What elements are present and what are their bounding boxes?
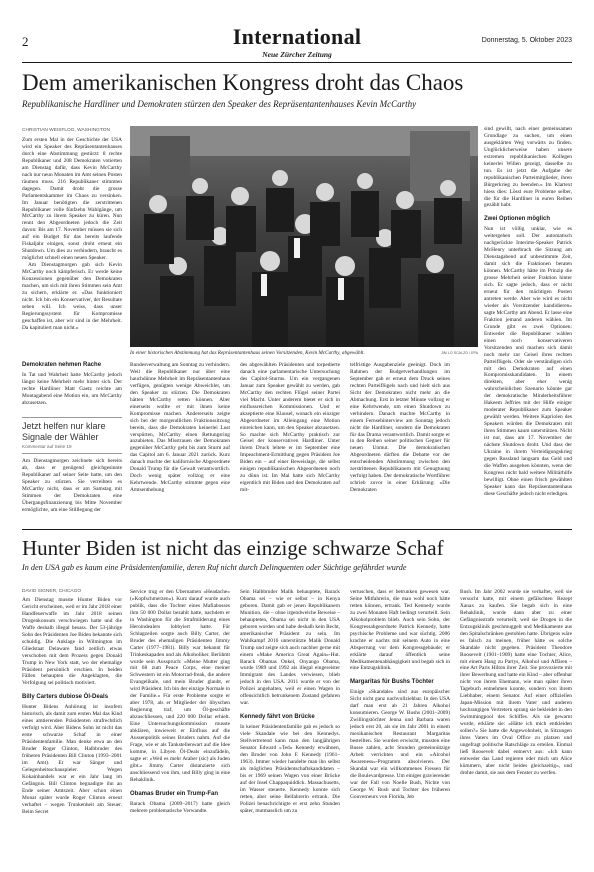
article1-col1 bbox=[22, 137, 122, 357]
article1-headline: Dem amerikanischen Kongress droht das Chaos bbox=[22, 70, 464, 95]
teaser-link: Kommentar auf Seite 19 bbox=[22, 444, 72, 449]
crowd-photo-image bbox=[130, 126, 478, 347]
article1-col2 bbox=[130, 362, 230, 524]
article1-photo-credit: JIM LO SCALZO / EPA bbox=[441, 351, 478, 355]
article1-para: Bundesverwaltung am Sonntag zu verhindern. Weil die Republikaner nur über eine hauchdünne Mehrheit im Repräsentantenhaus verfügen, genügten wenige Abweichler, um den Speaker zu stürzen. Die Demokraten hätten McCarthy retten können. Aber einerseits wollte er mit ihnen keine Kompromisse machen. Andererseits zeigte sich bei der morgendlichen Fraktionssitzung bereits, dass die Demokraten keinerlei Lust verspürten, McCarthy einen Rettungsring anzubieten. Das Misstrauen der Demokraten gegenüber McCarthy geht bis zum Sturm auf das Capitol am 6. Januar 2021 zurück. Kurz danach machte der kalifornische Abgeordnete Donald Trump für die Gewalt verantwortlich. Doch wenig später vollzog er eine Kehrtwende. McCarthy stimmte gegen eine Amtsenthebung bbox=[130, 362, 230, 494]
page-number: 2 bbox=[22, 34, 29, 49]
article1-para: Am Dienstagmorgen gab sich Kevin McCarthy noch kämpferisch. Er werde keine Konzessionen gegenüber den Demokraten machen, um sich mit ihren Stimmen sein Amt zu sichern, erklärte er. «Das funktioniert nicht. Ich bin ein Konservativer, der Resultate sehen will. Ich weiss, dass unser Regierungssystem für Kompromisse geschaffen ist, aber wir sind in der Mehrheit. Da kapituliert man nicht.» bbox=[22, 262, 122, 331]
teaser-title: Jetzt helfen nur klare Signale der Wähler bbox=[22, 421, 106, 442]
article2-subhead: Billy Carters dubiose Öl-Deals bbox=[22, 694, 109, 701]
article1-para: Am Dienstagmorgen zeichnete sich bereits ab, dass er genügend gleichgesinnte Republikaner auf seiner Seite hatte, um den Speaker zu stürzen. Sie verreihten es McCarthy nicht, dass er am Samstag mit Stimmen der Demokraten eine Übergangsfinanzierung bis Mitte November ermöglichte, um eine Stilllegung der bbox=[22, 458, 122, 513]
article2-col4 bbox=[350, 589, 450, 859]
article2-byline: DAVID SIGNER, CHICAGO bbox=[22, 589, 82, 594]
header-rule bbox=[22, 62, 572, 63]
article-divider bbox=[22, 529, 572, 530]
article1-col5 bbox=[484, 126, 572, 526]
article2-col2 bbox=[130, 589, 230, 859]
article1-para: telfristige Ausgabenziele geeinigt. Doch im Rahmen der Budgetverhandlungen im September gab er erneut dem Druck seines rechten Parteiflügels nach und hielt sich aus Sicht der Demokraten nicht mehr an die Abmachung. Erst in letzter Minute vollzog er eine Kehrtwende, um einen Shutdown zu verhindern. Danach machte McCarthy in einem Fernsehinterview am Sonntag jedoch nicht die Hardliner, sondern die Demokraten für das Drama verantwortlich. Damit sorgte er in den Reihen seiner politischen Gegner für neuen Unmut. Die demokratischen Abgeordneten dürften die Debatte vor der entscheidenden Abstimmung zwischen den zerstrittenen Republikanern mit Genugtuung verfolgt haben. Der demokratische Wortführer schrieb zuvor in einer Erklärung: «Die Demokraten bbox=[350, 362, 450, 494]
article2-col3 bbox=[240, 589, 340, 859]
article2-headline: Hunter Biden ist nicht das einzige schwarze Schaf bbox=[22, 536, 444, 560]
article1-col1-lower bbox=[22, 361, 122, 411]
issue-date: Donnerstag, 5. Oktober 2023 bbox=[481, 37, 572, 44]
article2-col1 bbox=[22, 597, 122, 859]
article1-para: In Tat und Wahrheit hatte McCarthy jedoch längst keine Mehrheit mehr hinter sich. Der rechte Hardliner Matt Gaetz reichte am Montagabend eine Motion ein, um McCarthy abzusetzen. bbox=[22, 372, 122, 406]
article2-subhead: Margaritas für Bushs Töchter bbox=[350, 679, 434, 686]
teaser-bottom-rule bbox=[22, 453, 122, 454]
teaser-top-rule bbox=[22, 417, 122, 418]
article2-para: In keiner Präsidentenfamilie gab es jedoch so viele Skandale wie bei den Kennedys. Stellvertretend kann man den langjährigen Senator Edward «Ted» Kennedy erwähnen, den Bruder von John F. Kennedy (1961–1963). Immer wieder handelte man ihn selbst als möglichen Präsidentschaftskandidaten – bis er 1969 seinen Wagen von einer Brücke auf der Insel Chappaquiddick. Massachusetts, im Wasser steuerte. Kennedy konnte sich retten, aber seine Beifahrerin ertrank. Die Polizei benachrichtigte er erst zehn Stunden später, mutmasslich um zu bbox=[240, 724, 340, 814]
article1-col4 bbox=[350, 362, 450, 524]
article1-byline: CHRISTIAN WEISFLOG, WASHINGTON bbox=[22, 128, 110, 133]
article1-para: Nun ist völlig unklar, wie es weitergehen soll. Der automatisch nachgerückte Interims-Speaker Patrick McHenry unterbrach die Sitzung am Dienstagabend auf unbestimmte Zeit, damit sich die Fraktionen beraten können. McCarthy hätte im Prinzip die grosse Mehrheit seiner Fraktion hinter sich. Er sagte jedoch, dass er nicht erneut für den mächtigen Posten antreten werde. Aber wie wird es nicht wieder als Vorsitzender kandidieren» sagte McCarthy am Abend. Er lasse eine Fraktion jemand anderen wählen. Im Grunde gibt es zwei Optionen: Entweder die Republikaner wählen einen noch konservativeren Vorsitzenden und machen sich damit noch mehr zur Geisel ihres rechten Parteiflügels. Oder sie verständigen sich mit den Demokraten auf einen Kompromisskandidaten. In einem direkten, aber eher wenig wahrscheinlichen Szenario könnte gar der demokratische Minderheitsführer Hakeem Jeffries mit der Hilfe einiger moderater Republikaner zum Speaker gewählt werden. Weitere Kapriolen des Speakers würden die Demokraten mit ihren Stimmen kaum unterstützen. Nicht ist nur, dass am 17. November der nächste Shutdown droht. Und dass der Ukraine in ihrem Verteidigungskrieg gegen Russland langsam das Geld und die Waffen ausgehen könnten, wenn der Kongress nicht bald weitere Militärhilfe bewilligt. Ohne einen frisch gewählten Speaker kann das Repräsentantenhaus diese Geschäfte jedoch nicht erledigen. bbox=[484, 226, 572, 497]
article2-subhead: Kennedy fährt von Brücke bbox=[240, 714, 315, 721]
article1-dek: Republikanische Hardliner und Demokraten stürzen den Speaker des Repräsentantenhauses Kevin McCarthy bbox=[22, 99, 417, 109]
article1-para: des abgewählten Präsidenten und torpedierte danach eine parlamentarische Untersuchung des Capitol-Sturms. Um ein vergangenen Januar zum Speaker gewählt zu werden, gab McCarthy den rechten Flügel seiner Partei viel Macht. Unter anderem bietet er sich in einflussreichen Kommissionen. Und er akzeptierte eine Klausel, wonach ein einziger Abgeordneter im Alleingang eine Motion einreichen kann, um den Speaker abzusetzen. So machte sich McCarthy praktisch zur Geisel der konservativen Hardliner. Unter ihrem Druck leitete er im September eine Impeachment-Ermittlung gegen Präsident Joe Biden ein – auf einer Beweislage, die selbst einigen republikanischen Abgeordneten noch zu dünn ist. Im Mai hatte sich McCarthy eigentlich mit Biden und den Demokraten auf mit- bbox=[240, 362, 340, 494]
article2-para: Bush. Im Jahr 2002 wurde sie verhaftet, weil sie versucht hatte, mit einem gefälschten Rezept Xanax zu kaufen. Sie begab sich in eine Rehaklinik, wurde dann aber zu einer Gefängnisstrafe verurteilt, weil sie Drogen in die Entzugsklinik geschmuggelt und Medikamente aus den Spitalschränken gestohlen hatte. Übrigens wäre es falsch zu meinen, früher hätte es solche Skandale nicht gegeben. Präsident Theodore Roosevelt (1901–1909) hatte eine Tochter, Alice, mit einem Hang zu Partys, Alkohol und Affären – eine Art Paris Hilton ihrer Zeit. Sie provozierte mit ihrer Bewerbung und hatte ein Kind – aber offenbar nicht von ihrem Ehemann, wie man später ihren Tagebuch entnehmen konnte, sondern von ihrem Liebhaber, einem Senator. Auf einer offiziellen Japan-Mission mit ihrem Vater und anderen hochrangigen Vertretern sprang sie bekleidet in den Swimmingpool des Schiffes. Als sie gewarnt wurde, erklärte sie: «Hätte ich mich entkleiden sollen?» Sie hatte die Angewohnheit, in Sitzungen ihres Vaters im Oval Office zu platzen und ungefragt politische Ratschläge zu erteilen. Einmal ließ Roosevelt dabei entnervt aus: «Ich kann entweder das Land regieren oder mich um Alice kümmern, aber nicht beides gleichzeitig», und drohte damit, sie aus dem Fenster zu werfen. bbox=[460, 589, 572, 776]
article2-para: Hunter Bidens Anhörung ist insofern historisch, als damit zum ersten Mal das Kind eines amtierenden Präsidenten strafrechtlich verfolgt wird. Aber Bidens Sohn ist nicht das erste schwarze Schaf in einer Präsidentenfamilie. Man denke etwa an den Bruder Roger Clinton, Halbbruder des früheren Präsidenten Bill Clinton (1993–2001 im Amt). Er war Sänger und Gelegenheitsschauspieler. Wegen Kokainhandels war er ein Jahr lang im Gefängnis. Bill Clinton begnadigte ihn an Ende seiner Amtszeit. Aber schon einen Monat später wurde Roger Clinton erneut verhaftet – wegen Trunkenheit am Steuer. Beim Secret bbox=[22, 704, 122, 815]
article1-para: sind gewillt, nach einer gemeinsamen Grundlage zu suchen, um einen ausgeklärten Weg vorwärts zu finden. Unglücklicherweise haben unsere extremen republikanischen Kollegen keinerlei Willen gezeigt, dasselbe zu tun. Es ist jetzt die Aufgabe der republikanischen Parteimitglieder, ihren Bürgerkrieg zu beenden.» Im Klartext hiess dies: Lösst eure Probleme selber, die für die Hardliner in euren Reihen gezählt habt. bbox=[484, 126, 572, 209]
article1-col3 bbox=[240, 362, 340, 524]
article1-para: Zum ersten Mal in der Geschichte der USA wird ein Speaker des Repräsentantenhauses durch eine Abstimmung gestürzt: 8 rechte Republikaner und 208 Demokraten votierten am Dienstag dafür, dass Kevin McCarthy nach nur neun Monaten im Amt seinen Posten räumen muss. 216 Republikaner stimmten dagegen. Damit droht die grosse Parlamentskammer im Chaos zu versinken. Im Januar benötigten die zerstrittenen Republikaner volle fünfzehn Wahlgänge, um McCarthy zu ihrem Speaker zu küren. Nun rennt den Abgeordneten jedoch die Zeit davon: Bis am 17. November müssen sie sich auf ein Budget für das bereits laufende Fiskaljahr einigen, sonst droht erneut ein Shutdown. Um dies zu verhindern, braucht es möglichst schnell einen neuen Speaker. bbox=[22, 137, 122, 262]
article1-photo-caption: In einer historischen Abstimmung hat das Repräsentantenhaus seinen Vorsitzenden, Kevin McCarthy, abgewählt. bbox=[130, 350, 365, 356]
article1-subhead: Demokraten nehmen Rache bbox=[22, 362, 102, 368]
article2-para: Am Dienstag musste Hunter Biden vor Gericht erscheinen, weil er im Jahr 2018 einer Handfeuerwaffe im Jahr 2018 seinen Drogenkonsum verschwiegen hatte und die Waffe deshalb illegal besass. Der 53-jährige Sohn des Präsidenten Joe Biden bekannte sich schuldig. Die Anklage in Wilmington im Gliedstaat Delaware fand zeitlich etwas verschoben mit dem Prozess gegen Donald Trump in New York statt, wo der ehemalige Präsident persönlich erschien. In beiden Fällen behaupten die Angeklagten, die Verfolgung sei politisch motiviert. bbox=[22, 597, 122, 687]
article1-photo bbox=[130, 126, 478, 347]
section-title: International bbox=[232, 24, 362, 49]
article2-para: Service trug er den Übernamen «Headache» («Kopfschmerzen»). Kurz darauf wurde auch publik, dass die Tochter eines Mafiabosses ihm 50 000 Dollar bezahlt hatte, nachdem er in Washington für die Strafmilderung eines Heroindealers lobbyiert hatte. Für Schlagzeilen sorgte auch Billy Carter, der Bruder des ehemaligen Präsidenten Jimmy Carter (1977–1981). Billy war bekannt für Trinkeskapaden und als Alkoholiker. Berühmt wurde sein Ausspruch: «Meine Mutter ging mit 68 zum Peace Corps, eine meiner Schwestern ist ein Motorrad-freak, die andere Evangelikale, und mein Bruder glaubt, er wird Präsident. Ich bin der einzige Normale in der Familie.» Für erste Probleme sorgte er aber 1978, als er Mitglieder der libyschen Regierung traf, um Öl-geschäfte abzuschliessen, und 220 000 Dollar erhielt. Eine Untersuchungskommission musste abklären, inwieweit er Einfluss auf die Aussenpolitik seines Bruders nahm. Auf die Frage, wie er als Tankstellenwart auf die Idee komme, in Libyen Öl-Deals einzufädeln, sagte er: «Weil es mehr Araber (sic) als Juden gibt.» Jimmy Carter distanzierte sich anschliessend von ihm, und Billy ging in eine Rehaklinik. bbox=[130, 589, 230, 783]
article1-col1-end bbox=[22, 458, 122, 528]
article2-para: Sein Halbbruder Malik behauptete, Barack Obama sei – wie er selbst – in Kenya geboren. Damit gab er jenen Republikanern Munition, die – ohne irgendwelche Beweise – behaupteten, Obama sei nicht in den USA geboren worden und habe deshalb kein Recht, amerikanischer Präsident zu sein. Im Wahlkampf 2016 unterstützte Malik Donald Trump und zeigte sich auch nachher gerne mit einem «Make America Great Again»-Hut. Barack Obamas Onkel, Onyango Obama, wurde 1989 und 1992 als illegal eingereister Immigrant des Landes verwiesen, blieb jedoch in den USA. 2011 wurde er von der Polizei angehalten, weil er einen Wagen in offensichtlich betrunkenem Zustand gefahren war. bbox=[240, 589, 340, 707]
article2-para: Barack Obama (2009–2017) hatte gleich mehrere problematische Verwandte. bbox=[130, 800, 230, 814]
article2-para: vertuschen, dass er betrunken gewesen war. Seine Mitfahrerin, die man wohl noch hätte retten können, ertrank. Ted Kennedy wurde zu zwei Monaten Haft bedingt verurteilt. Sein Alkoholproblem blieb. Auch sein Sohn, der Kongressabgeordnete Patrick Kennedy, hatte psychische Probleme und war süchtig. 2006 krachte er nachts mit seinem Auto in eine Absperrung vor dem Kongressgebäude; er erklärte darauf öffentlich seine Medikamentenabhängigkeit und begab sich in eine Entzugsklinik. bbox=[350, 589, 450, 672]
article2-para: Einige «Skandale» sind aus europäischer Sicht nicht ganz nachvollziehbar. In den USA darf man erst ab 21 Jahren Alkohol konsumieren. George W. Bushs (2001–2009) Zwillingstöchter Jenna und Barbara waren jedoch erst 20, als sie im Jahr 2001 in einem mexikanischen Restaurant Margaritas bestellten. Sie wurden erwischt, mussten eine Busse zahlen, acht Stunden gemeinnützige Arbeit verrichten und ein «Alcohol Awareness»-Programm absolvieren. Der Skandal war ein willkommenes Fressen für die Boulevardpresse. Um einiges gravierender war der Fall von Noelle Bush, Nichte von George W. Bush und Tochter des früheren Gouverneurs von Florida, Jeb bbox=[350, 689, 450, 800]
article2-subhead: Obamas Bruder ein Trump-Fan bbox=[130, 790, 219, 797]
masthead: Neue Zürcher Zeitung bbox=[262, 50, 332, 59]
article2-col5 bbox=[460, 589, 572, 859]
article2-dek: In den USA gab es kaum eine Präsidentenfamilie, deren Ruf nicht durch Delinquenten oder Süchtige gefährdet wurde bbox=[22, 563, 407, 572]
article1-subhead: Zwei Optionen möglich bbox=[484, 216, 550, 223]
